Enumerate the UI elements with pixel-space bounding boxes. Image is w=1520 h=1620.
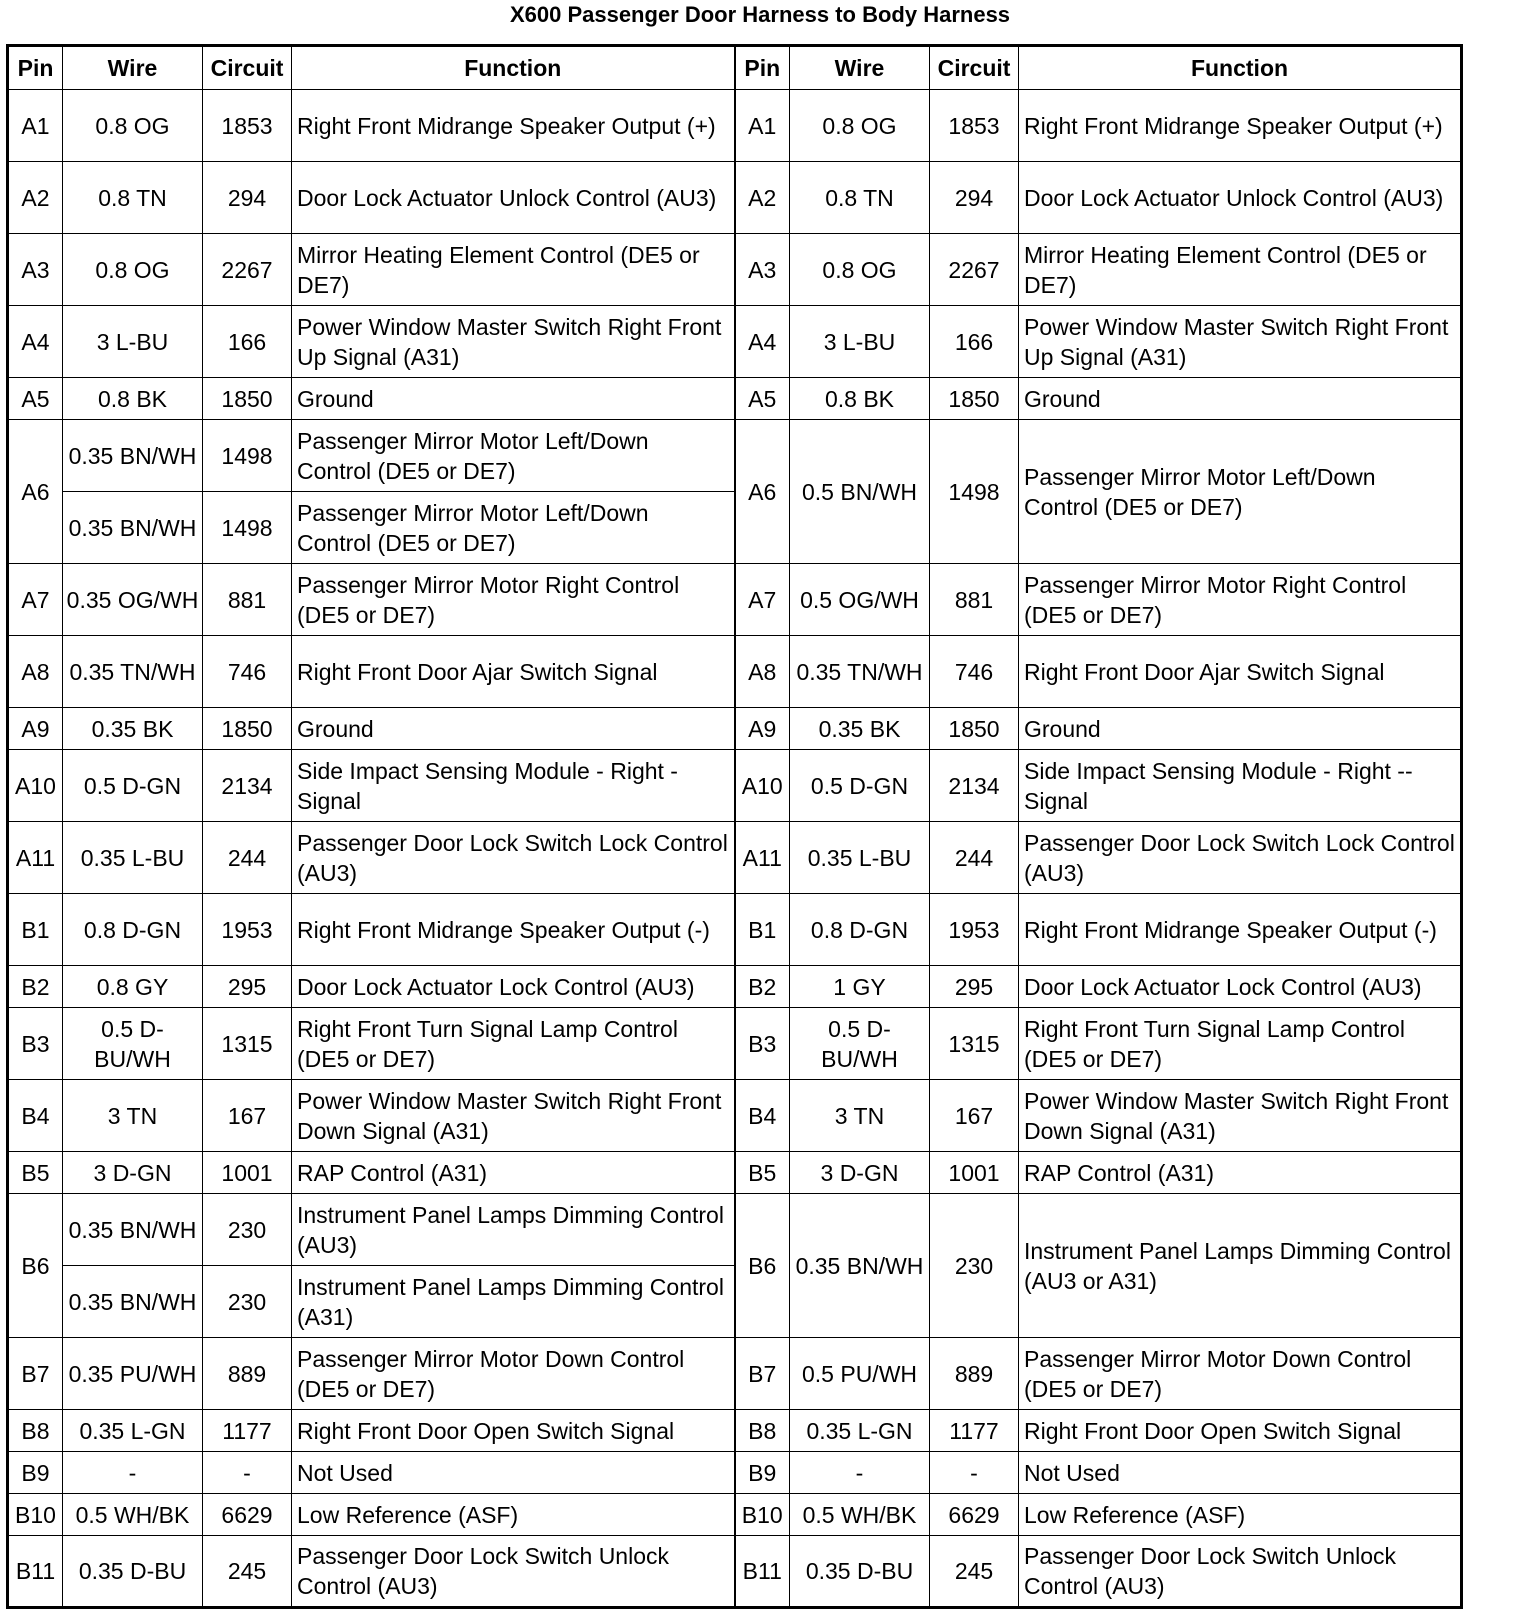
body-wire-cell: 0.35 L-BU bbox=[790, 822, 930, 894]
body-function-cell: Passenger Mirror Motor Left/Down Control (DE5 or DE7) bbox=[1019, 420, 1462, 564]
pin-cell: A8 bbox=[8, 636, 63, 708]
body-function-cell: Right Front Door Ajar Switch Signal bbox=[1019, 636, 1462, 708]
table-title: X600 Passenger Door Harness to Body Harness bbox=[509, 2, 1011, 27]
table-row bbox=[8, 750, 1462, 822]
body-function-cell: Passenger Door Lock Switch Unlock Control (AU3) bbox=[1019, 1536, 1462, 1608]
function-cell: RAP Control (A31) bbox=[292, 1152, 735, 1194]
header-row bbox=[8, 46, 1462, 90]
body-function-cell: RAP Control (A31) bbox=[1019, 1152, 1462, 1194]
body-pin-cell: A10 bbox=[735, 750, 790, 822]
body-wire-cell: 0.35 D-BU bbox=[790, 1536, 930, 1608]
wire-cell: 0.35 PU/WH bbox=[63, 1338, 203, 1410]
table-row bbox=[8, 378, 1462, 420]
wire-cell: 0.35 L-GN bbox=[63, 1410, 203, 1452]
body-circuit-cell: 889 bbox=[930, 1338, 1019, 1410]
body-circuit-cell: 1853 bbox=[930, 90, 1019, 162]
table-row bbox=[8, 1152, 1462, 1194]
body-wire-cell: 0.35 BK bbox=[790, 708, 930, 750]
function-cell: Passenger Mirror Motor Left/Down Control (DE5 or DE7) bbox=[292, 492, 735, 564]
pin-cell: A3 bbox=[8, 234, 63, 306]
circuit-cell: 1177 bbox=[203, 1410, 292, 1452]
pin-cell: B9 bbox=[8, 1452, 63, 1494]
pin-cell: A5 bbox=[8, 378, 63, 420]
circuit-cell: 889 bbox=[203, 1338, 292, 1410]
body-function-cell: Low Reference (ASF) bbox=[1019, 1494, 1462, 1536]
body-wire-cell: 0.8 OG bbox=[790, 90, 930, 162]
wire-cell: 3 TN bbox=[63, 1080, 203, 1152]
body-circuit-cell: 230 bbox=[930, 1194, 1019, 1338]
body-pin-cell: B11 bbox=[735, 1536, 790, 1608]
body-wire-cell: 1 GY bbox=[790, 966, 930, 1008]
body-pin-cell: A6 bbox=[735, 420, 790, 564]
circuit-cell: 167 bbox=[203, 1080, 292, 1152]
body-pin-cell: A2 bbox=[735, 162, 790, 234]
wire-cell: 3 D-GN bbox=[63, 1152, 203, 1194]
wire-cell: 0.35 D-BU bbox=[63, 1536, 203, 1608]
pin-cell: B7 bbox=[8, 1338, 63, 1410]
body-wire-cell: - bbox=[790, 1452, 930, 1494]
body-pin-cell: B6 bbox=[735, 1194, 790, 1338]
circuit-cell: 166 bbox=[203, 306, 292, 378]
body-circuit-cell: 245 bbox=[930, 1536, 1019, 1608]
table-row bbox=[8, 1410, 1462, 1452]
body-function-cell: Mirror Heating Element Control (DE5 or DE7) bbox=[1019, 234, 1462, 306]
body-circuit-cell: 1315 bbox=[930, 1008, 1019, 1080]
pin-cell: A2 bbox=[8, 162, 63, 234]
body-wire-cell: 0.5 D-BU/WH bbox=[790, 1008, 930, 1080]
function-cell: Door Lock Actuator Lock Control (AU3) bbox=[292, 966, 735, 1008]
body-pin-cell: B1 bbox=[735, 894, 790, 966]
function-cell: Ground bbox=[292, 708, 735, 750]
pin-cell: B4 bbox=[8, 1080, 63, 1152]
circuit-cell: 2134 bbox=[203, 750, 292, 822]
wire-cell: 0.35 BN/WH bbox=[63, 1194, 203, 1266]
body-function-cell: Not Used bbox=[1019, 1452, 1462, 1494]
function-cell: Right Front Door Ajar Switch Signal bbox=[292, 636, 735, 708]
wire-cell: 0.5 D-GN bbox=[63, 750, 203, 822]
body-circuit-cell: 881 bbox=[930, 564, 1019, 636]
body-pin-cell: B5 bbox=[735, 1152, 790, 1194]
body-function-cell: Passenger Mirror Motor Right Control (DE5 or DE7) bbox=[1019, 564, 1462, 636]
circuit-cell: 1953 bbox=[203, 894, 292, 966]
pin-cell: B2 bbox=[8, 966, 63, 1008]
function-cell: Door Lock Actuator Unlock Control (AU3) bbox=[292, 162, 735, 234]
body-pin-cell: A1 bbox=[735, 90, 790, 162]
function-cell: Right Front Door Open Switch Signal bbox=[292, 1410, 735, 1452]
body-circuit-cell: 1953 bbox=[930, 894, 1019, 966]
body-wire-cell: 0.8 TN bbox=[790, 162, 930, 234]
body-wire-cell: 3 TN bbox=[790, 1080, 930, 1152]
body-circuit-cell: 1498 bbox=[930, 420, 1019, 564]
pin-cell: B3 bbox=[8, 1008, 63, 1080]
body-pin-cell: A11 bbox=[735, 822, 790, 894]
circuit-cell: 1498 bbox=[203, 492, 292, 564]
wire-cell: 3 L-BU bbox=[63, 306, 203, 378]
body-function-cell: Instrument Panel Lamps Dimming Control (AU3 or A31) bbox=[1019, 1194, 1462, 1338]
header-pin-body: Pin bbox=[735, 46, 790, 90]
wire-cell: 0.8 OG bbox=[63, 234, 203, 306]
table-row bbox=[8, 90, 1462, 162]
circuit-cell: - bbox=[203, 1452, 292, 1494]
wire-cell: 0.35 BK bbox=[63, 708, 203, 750]
header-function-body: Function bbox=[1019, 46, 1462, 90]
wire-cell: 0.5 D-BU/WH bbox=[63, 1008, 203, 1080]
body-pin-cell: A8 bbox=[735, 636, 790, 708]
table-row bbox=[8, 894, 1462, 966]
function-cell: Right Front Turn Signal Lamp Control (DE5 or DE7) bbox=[292, 1008, 735, 1080]
body-function-cell: Ground bbox=[1019, 708, 1462, 750]
body-pin-cell: B3 bbox=[735, 1008, 790, 1080]
body-function-cell: Side Impact Sensing Module - Right -- Signal bbox=[1019, 750, 1462, 822]
pin-cell: A10 bbox=[8, 750, 63, 822]
pin-cell: A6 bbox=[8, 420, 63, 564]
function-cell: Not Used bbox=[292, 1452, 735, 1494]
wire-cell: 0.8 GY bbox=[63, 966, 203, 1008]
circuit-cell: 1498 bbox=[203, 420, 292, 492]
body-circuit-cell: 2267 bbox=[930, 234, 1019, 306]
wire-cell: 0.8 TN bbox=[63, 162, 203, 234]
function-cell: Right Front Midrange Speaker Output (-) bbox=[292, 894, 735, 966]
table-body bbox=[8, 90, 1462, 1608]
wire-cell: 0.8 BK bbox=[63, 378, 203, 420]
pin-cell: A7 bbox=[8, 564, 63, 636]
function-cell: Instrument Panel Lamps Dimming Control (A31) bbox=[292, 1266, 735, 1338]
table-row bbox=[8, 1080, 1462, 1152]
function-cell: Passenger Door Lock Switch Unlock Control (AU3) bbox=[292, 1536, 735, 1608]
body-function-cell: Right Front Midrange Speaker Output (-) bbox=[1019, 894, 1462, 966]
body-wire-cell: 0.5 D-GN bbox=[790, 750, 930, 822]
pinout-table bbox=[6, 44, 1463, 1609]
body-circuit-cell: 1177 bbox=[930, 1410, 1019, 1452]
circuit-cell: 1850 bbox=[203, 378, 292, 420]
wire-cell: 0.35 BN/WH bbox=[63, 1266, 203, 1338]
header-wire: Wire bbox=[63, 46, 203, 90]
body-wire-cell: 0.35 TN/WH bbox=[790, 636, 930, 708]
body-function-cell: Right Front Midrange Speaker Output (+) bbox=[1019, 90, 1462, 162]
body-wire-cell: 0.5 BN/WH bbox=[790, 420, 930, 564]
header-function: Function bbox=[292, 46, 735, 90]
body-circuit-cell: 166 bbox=[930, 306, 1019, 378]
body-function-cell: Door Lock Actuator Lock Control (AU3) bbox=[1019, 966, 1462, 1008]
wire-cell: 0.35 OG/WH bbox=[63, 564, 203, 636]
body-function-cell: Passenger Door Lock Switch Lock Control (AU3) bbox=[1019, 822, 1462, 894]
body-wire-cell: 0.5 WH/BK bbox=[790, 1494, 930, 1536]
body-pin-cell: B10 bbox=[735, 1494, 790, 1536]
wire-cell: 0.8 OG bbox=[63, 90, 203, 162]
body-circuit-cell: 295 bbox=[930, 966, 1019, 1008]
circuit-cell: 294 bbox=[203, 162, 292, 234]
body-pin-cell: B7 bbox=[735, 1338, 790, 1410]
function-cell: Passenger Mirror Motor Down Control (DE5 or DE7) bbox=[292, 1338, 735, 1410]
circuit-cell: 6629 bbox=[203, 1494, 292, 1536]
circuit-cell: 2267 bbox=[203, 234, 292, 306]
circuit-cell: 244 bbox=[203, 822, 292, 894]
function-cell: Instrument Panel Lamps Dimming Control (AU3) bbox=[292, 1194, 735, 1266]
pin-cell: A11 bbox=[8, 822, 63, 894]
table-row bbox=[8, 306, 1462, 378]
body-circuit-cell: 6629 bbox=[930, 1494, 1019, 1536]
wire-cell: 0.35 BN/WH bbox=[63, 420, 203, 492]
body-function-cell: Door Lock Actuator Unlock Control (AU3) bbox=[1019, 162, 1462, 234]
body-wire-cell: 0.35 BN/WH bbox=[790, 1194, 930, 1338]
body-wire-cell: 0.8 BK bbox=[790, 378, 930, 420]
body-circuit-cell: 1850 bbox=[930, 708, 1019, 750]
body-pin-cell: B2 bbox=[735, 966, 790, 1008]
circuit-cell: 245 bbox=[203, 1536, 292, 1608]
body-circuit-cell: 167 bbox=[930, 1080, 1019, 1152]
pin-cell: B5 bbox=[8, 1152, 63, 1194]
function-cell: Mirror Heating Element Control (DE5 or DE7) bbox=[292, 234, 735, 306]
circuit-cell: 881 bbox=[203, 564, 292, 636]
body-pin-cell: A5 bbox=[735, 378, 790, 420]
header-circuit-body: Circuit bbox=[930, 46, 1019, 90]
function-cell: Passenger Mirror Motor Right Control (DE5 or DE7) bbox=[292, 564, 735, 636]
table-row bbox=[8, 1338, 1462, 1410]
wire-cell: 0.5 WH/BK bbox=[63, 1494, 203, 1536]
pin-cell: A1 bbox=[8, 90, 63, 162]
wire-cell: 0.8 D-GN bbox=[63, 894, 203, 966]
table-row bbox=[8, 420, 1462, 492]
body-function-cell: Passenger Mirror Motor Down Control (DE5 or DE7) bbox=[1019, 1338, 1462, 1410]
wire-cell: 0.35 BN/WH bbox=[63, 492, 203, 564]
body-circuit-cell: 1850 bbox=[930, 378, 1019, 420]
pin-cell: B1 bbox=[8, 894, 63, 966]
function-cell: Right Front Midrange Speaker Output (+) bbox=[292, 90, 735, 162]
function-cell: Ground bbox=[292, 378, 735, 420]
body-function-cell: Right Front Turn Signal Lamp Control (DE5 or DE7) bbox=[1019, 1008, 1462, 1080]
table-row bbox=[8, 564, 1462, 636]
body-wire-cell: 0.8 D-GN bbox=[790, 894, 930, 966]
body-circuit-cell: 2134 bbox=[930, 750, 1019, 822]
body-pin-cell: A3 bbox=[735, 234, 790, 306]
circuit-cell: 295 bbox=[203, 966, 292, 1008]
body-circuit-cell: 244 bbox=[930, 822, 1019, 894]
body-pin-cell: B4 bbox=[735, 1080, 790, 1152]
header-pin: Pin bbox=[8, 46, 63, 90]
table-row bbox=[8, 1008, 1462, 1080]
pin-cell: B8 bbox=[8, 1410, 63, 1452]
table-row bbox=[8, 162, 1462, 234]
pin-cell: B11 bbox=[8, 1536, 63, 1608]
body-wire-cell: 3 D-GN bbox=[790, 1152, 930, 1194]
body-wire-cell: 0.35 L-GN bbox=[790, 1410, 930, 1452]
body-pin-cell: B8 bbox=[735, 1410, 790, 1452]
header-circuit: Circuit bbox=[203, 46, 292, 90]
circuit-cell: 1853 bbox=[203, 90, 292, 162]
wire-cell: 0.35 L-BU bbox=[63, 822, 203, 894]
body-wire-cell: 0.8 OG bbox=[790, 234, 930, 306]
header-wire-body: Wire bbox=[790, 46, 930, 90]
body-function-cell: Right Front Door Open Switch Signal bbox=[1019, 1410, 1462, 1452]
function-cell: Power Window Master Switch Right Front Up Signal (A31) bbox=[292, 306, 735, 378]
table-row bbox=[8, 1536, 1462, 1608]
body-circuit-cell: - bbox=[930, 1452, 1019, 1494]
table-row bbox=[8, 1452, 1462, 1494]
circuit-cell: 230 bbox=[203, 1194, 292, 1266]
wire-cell: 0.35 TN/WH bbox=[63, 636, 203, 708]
wire-cell: - bbox=[63, 1452, 203, 1494]
body-pin-cell: A9 bbox=[735, 708, 790, 750]
body-pin-cell: A7 bbox=[735, 564, 790, 636]
circuit-cell: 746 bbox=[203, 636, 292, 708]
table-row bbox=[8, 1194, 1462, 1266]
table-row bbox=[8, 966, 1462, 1008]
table-row bbox=[8, 708, 1462, 750]
pin-cell: A4 bbox=[8, 306, 63, 378]
body-pin-cell: B9 bbox=[735, 1452, 790, 1494]
pin-cell: B10 bbox=[8, 1494, 63, 1536]
circuit-cell: 1001 bbox=[203, 1152, 292, 1194]
table-row bbox=[8, 636, 1462, 708]
body-wire-cell: 3 L-BU bbox=[790, 306, 930, 378]
body-circuit-cell: 294 bbox=[930, 162, 1019, 234]
body-wire-cell: 0.5 PU/WH bbox=[790, 1338, 930, 1410]
pin-cell: A9 bbox=[8, 708, 63, 750]
body-circuit-cell: 1001 bbox=[930, 1152, 1019, 1194]
body-function-cell: Power Window Master Switch Right Front Up Signal (A31) bbox=[1019, 306, 1462, 378]
table-row bbox=[8, 822, 1462, 894]
table-row bbox=[8, 1494, 1462, 1536]
function-cell: Side Impact Sensing Module - Right - Signal bbox=[292, 750, 735, 822]
function-cell: Power Window Master Switch Right Front Down Signal (A31) bbox=[292, 1080, 735, 1152]
function-cell: Low Reference (ASF) bbox=[292, 1494, 735, 1536]
body-function-cell: Ground bbox=[1019, 378, 1462, 420]
pin-cell: B6 bbox=[8, 1194, 63, 1338]
body-function-cell: Power Window Master Switch Right Front Down Signal (A31) bbox=[1019, 1080, 1462, 1152]
function-cell: Passenger Mirror Motor Left/Down Control (DE5 or DE7) bbox=[292, 420, 735, 492]
circuit-cell: 1315 bbox=[203, 1008, 292, 1080]
body-pin-cell: A4 bbox=[735, 306, 790, 378]
circuit-cell: 230 bbox=[203, 1266, 292, 1338]
body-wire-cell: 0.5 OG/WH bbox=[790, 564, 930, 636]
circuit-cell: 1850 bbox=[203, 708, 292, 750]
table-row bbox=[8, 234, 1462, 306]
function-cell: Passenger Door Lock Switch Lock Control (AU3) bbox=[292, 822, 735, 894]
body-circuit-cell: 746 bbox=[930, 636, 1019, 708]
